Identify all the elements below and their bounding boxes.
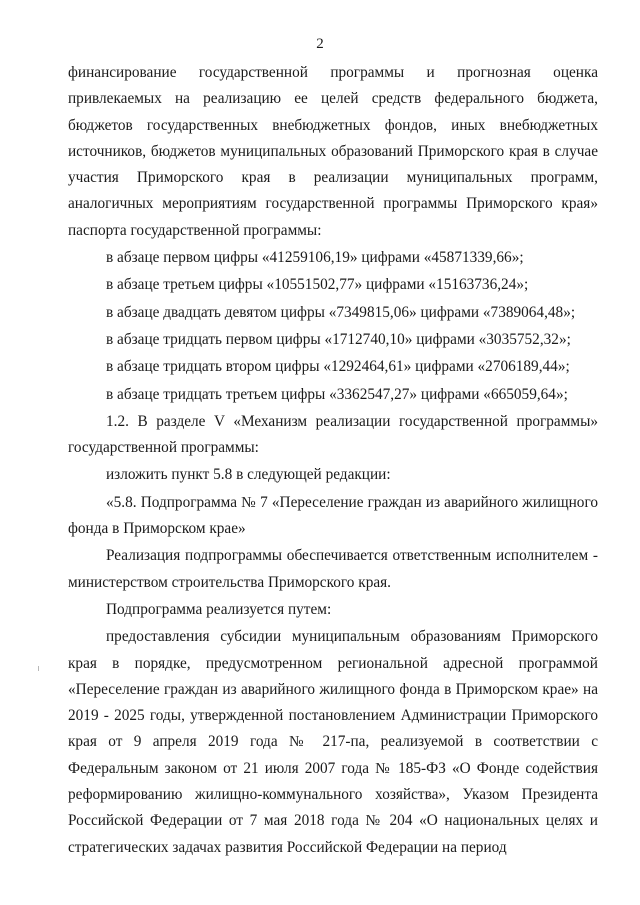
- page-number: 2: [316, 36, 324, 52]
- paragraph-amendment-1: в абзаце первом цифры «41259106,19» цифрами «45871339,66»;: [106, 249, 524, 267]
- paragraph-responsible-executor: Реализация подпрограммы обеспечивается ответственным исполнителем - министерством строительства Приморского края.: [68, 547, 598, 591]
- paragraph-section-1-2: 1.2. В разделе V «Механизм реализации государственной программы» государственной программы:: [68, 412, 598, 457]
- paragraph-amendment-2: в абзаце третьем цифры «10551502,77» цифрами «15163736,24»;: [106, 276, 529, 294]
- paragraph-amendment-3: в абзаце двадцать девятом цифры «7349815,06» цифрами «7389064,48»;: [106, 303, 576, 321]
- scan-artifact: [38, 666, 39, 671]
- paragraph-item-5-8: «5.8. Подпрограмма № 7 «Переселение граждан из аварийного жилищного фонда в Приморском крае»: [68, 493, 598, 538]
- paragraph-amendment-6: в абзаце тридцать третьем цифры «3362547,27» цифрами «665059,64»;: [106, 385, 568, 403]
- paragraph-financing-continuation: финансирование государственной программы и прогнозная оценка привлекаемых на реализацию ее целей средств федерального бюджета, бюджетов государственных внебюджетных фондов, иных внебюджетных источников, бюджетов муниципальных образований Приморского края в случае участия Приморского края в реализации муниципальных программ, аналогичных мероприятиям государственной программы Приморского края» паспорта государственной программы:: [68, 64, 598, 239]
- paragraph-amendment-4: в абзаце тридцать первом цифры «1712740,10» цифрами «3035752,32»;: [106, 330, 571, 348]
- paragraph-subsidy-provision: предоставления субсидии муниципальным образованиям Приморского края в порядке, предусмотренном региональной адресной программой «Переселение граждан из аварийного жилищного фонда в Приморском крае» на 2019 - 2025 годы, утвержденной постановлением Администрации Приморского края от 9 апреля 2019 года № 217-па, реализуемой в соответствии с Федеральным законом от 21 июля 2007 года № 185-ФЗ «О Фонде содействия реформированию жилищно-коммунального хозяйства», Указом Президента Российской Федерации от 7 мая 2018 года № 204 «О национальных целях и стратегических задачах развития Российской Федерации на период: [68, 628, 598, 856]
- paragraph-instruction: изложить пункт 5.8 в следующей редакции:: [106, 466, 391, 484]
- document-body: [68, 60, 598, 861]
- paragraph-amendment-5: в абзаце тридцать втором цифры «1292464,61» цифрами «2706189,44»;: [106, 358, 570, 376]
- paragraph-implementation-intro: Подпрограмма реализуется путем:: [106, 600, 332, 618]
